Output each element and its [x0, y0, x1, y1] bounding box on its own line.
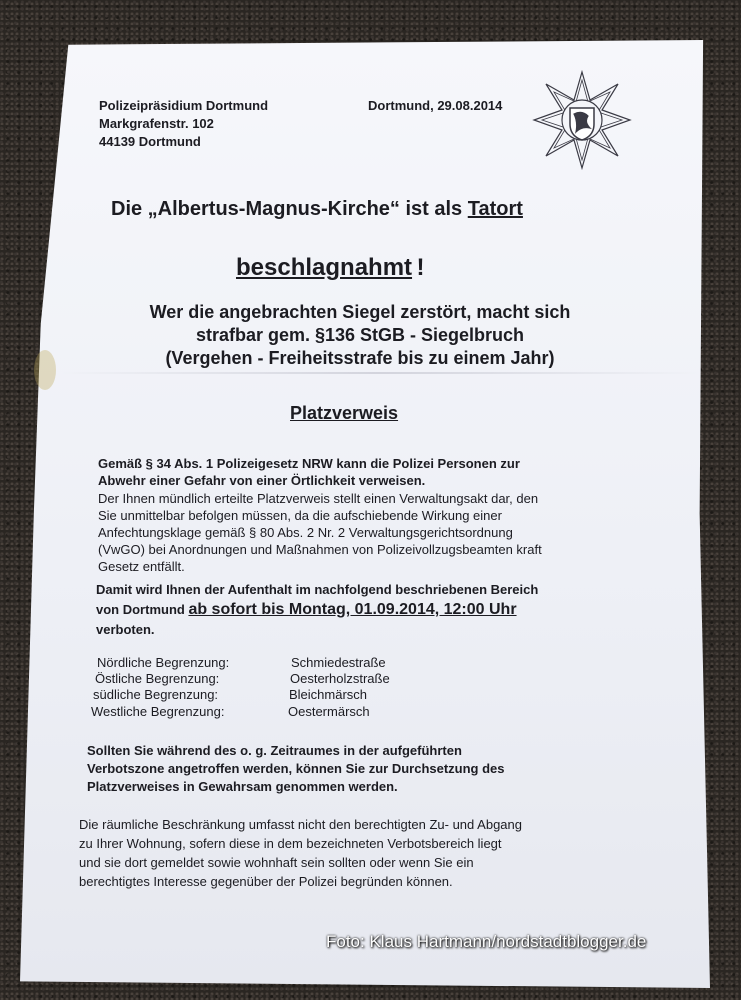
para2-line-2: Sie unmittelbar befolgen müssen, da die aufschiebende Wirkung einer: [98, 508, 502, 523]
police-star-emblem-icon: [532, 70, 632, 170]
prohibition-period: ab sofort bis Montag, 01.09.2014, 12:00 Uhr: [188, 601, 517, 618]
boundary-west-label: Westliche Begrenzung:: [91, 704, 225, 719]
headline-tatort: Tatort: [467, 198, 523, 220]
seized-word: beschlagnahmt: [236, 254, 413, 281]
boundary-north-label: Nördliche Begrenzung:: [97, 655, 230, 670]
warning-block: [80, 301, 640, 370]
warning-line-3: (Vergehen - Freiheitsstrafe bis zu einem Jahr): [165, 348, 555, 368]
headline: [111, 198, 523, 221]
paragraph-administrative-act: [98, 490, 542, 575]
para3-line-2: [96, 600, 538, 620]
sender-line-2: Markgrafenstr. 102: [99, 116, 214, 131]
para2-line-3: Anfechtungsklage gemäß § 80 Abs. 2 Nr. 2 Verwaltungsgerichtsordnung: [98, 525, 513, 540]
seized-heading: [236, 254, 425, 282]
paragraph-exemption: [79, 815, 522, 891]
boundary-east-street: Oesterholzstraße: [290, 671, 390, 686]
paper-stain: [34, 350, 56, 390]
para3-line-1: Damit wird Ihnen der Aufenthalt im nachfolgend beschriebenen Bereich: [96, 582, 539, 597]
paragraph-custody-warning: [87, 742, 505, 796]
para3-line-3: verboten.: [96, 622, 155, 637]
para1-line-1: Gemäß § 34 Abs. 1 Polizeigesetz NRW kann die Polizei Personen zur: [98, 456, 520, 471]
paragraph-legal-basis: [98, 455, 520, 489]
para1-line-2: Abwehr einer Gefahr von einer Örtlichkeit verweisen.: [98, 473, 426, 488]
para2-line-1: Der Ihnen mündlich erteilte Platzverweis stellt einen Verwaltungsakt dar, den: [98, 491, 539, 506]
boundary-south-label: südliche Begrenzung:: [93, 687, 219, 702]
para2-line-5: Gesetz entfällt.: [98, 559, 185, 574]
boundary-east-label: Östliche Begrenzung:: [95, 671, 220, 686]
document-date: Dortmund, 29.08.2014: [368, 98, 503, 113]
para4-line-3: Platzverweises in Gewahrsam genommen werden.: [87, 779, 398, 794]
boundary-west-street: Oestermärsch: [288, 704, 370, 719]
sender-line-1: Polizeipräsidium Dortmund: [99, 98, 269, 113]
para5-line-3: und sie dort gemeldet sowie wohnhaft sein sollten oder wenn Sie ein: [79, 855, 474, 870]
sender-address: [99, 97, 268, 151]
para5-line-1: Die räumliche Beschränkung umfasst nicht den berechtigten Zu- und Abgang: [79, 817, 522, 832]
paper-crease: [60, 372, 700, 374]
paragraph-prohibition: [96, 580, 538, 640]
para5-line-4: berechtigtes Interesse gegenüber der Polizei begründen können.: [79, 874, 453, 889]
warning-line-2: strafbar gem. §136 StGB - Siegelbruch: [195, 325, 525, 345]
headline-prefix: Die „Albertus-Magnus-Kirche“ ist als: [111, 198, 468, 220]
para2-line-4: (VwGO) bei Anordnungen und Maßnahmen von Polizeivollzugsbeamten kraft: [98, 542, 542, 557]
sender-line-3: 44139 Dortmund: [99, 134, 201, 149]
boundary-north-street: Schmiedestraße: [291, 655, 386, 670]
para4-line-2: Verbotszone angetroffen werden, können Sie zur Durchsetzung des: [87, 761, 505, 776]
section-title-platzverweis: Platzverweis: [290, 403, 399, 423]
photo-credit: Foto: Klaus Hartmann/nordstadtblogger.de: [326, 932, 647, 951]
para4-line-1: Sollten Sie während des o. g. Zeitraumes in der aufgeführten: [87, 743, 462, 758]
warning-line-1: Wer die angebrachten Siegel zerstört, macht sich: [149, 302, 571, 322]
para5-line-2: zu Ihrer Wohnung, sofern diese in dem bezeichneten Verbotsbereich liegt: [79, 836, 502, 851]
boundary-south-street: Bleichmärsch: [289, 687, 368, 702]
para3-prefix: von Dortmund: [96, 602, 189, 617]
seized-mark: !: [416, 254, 425, 281]
